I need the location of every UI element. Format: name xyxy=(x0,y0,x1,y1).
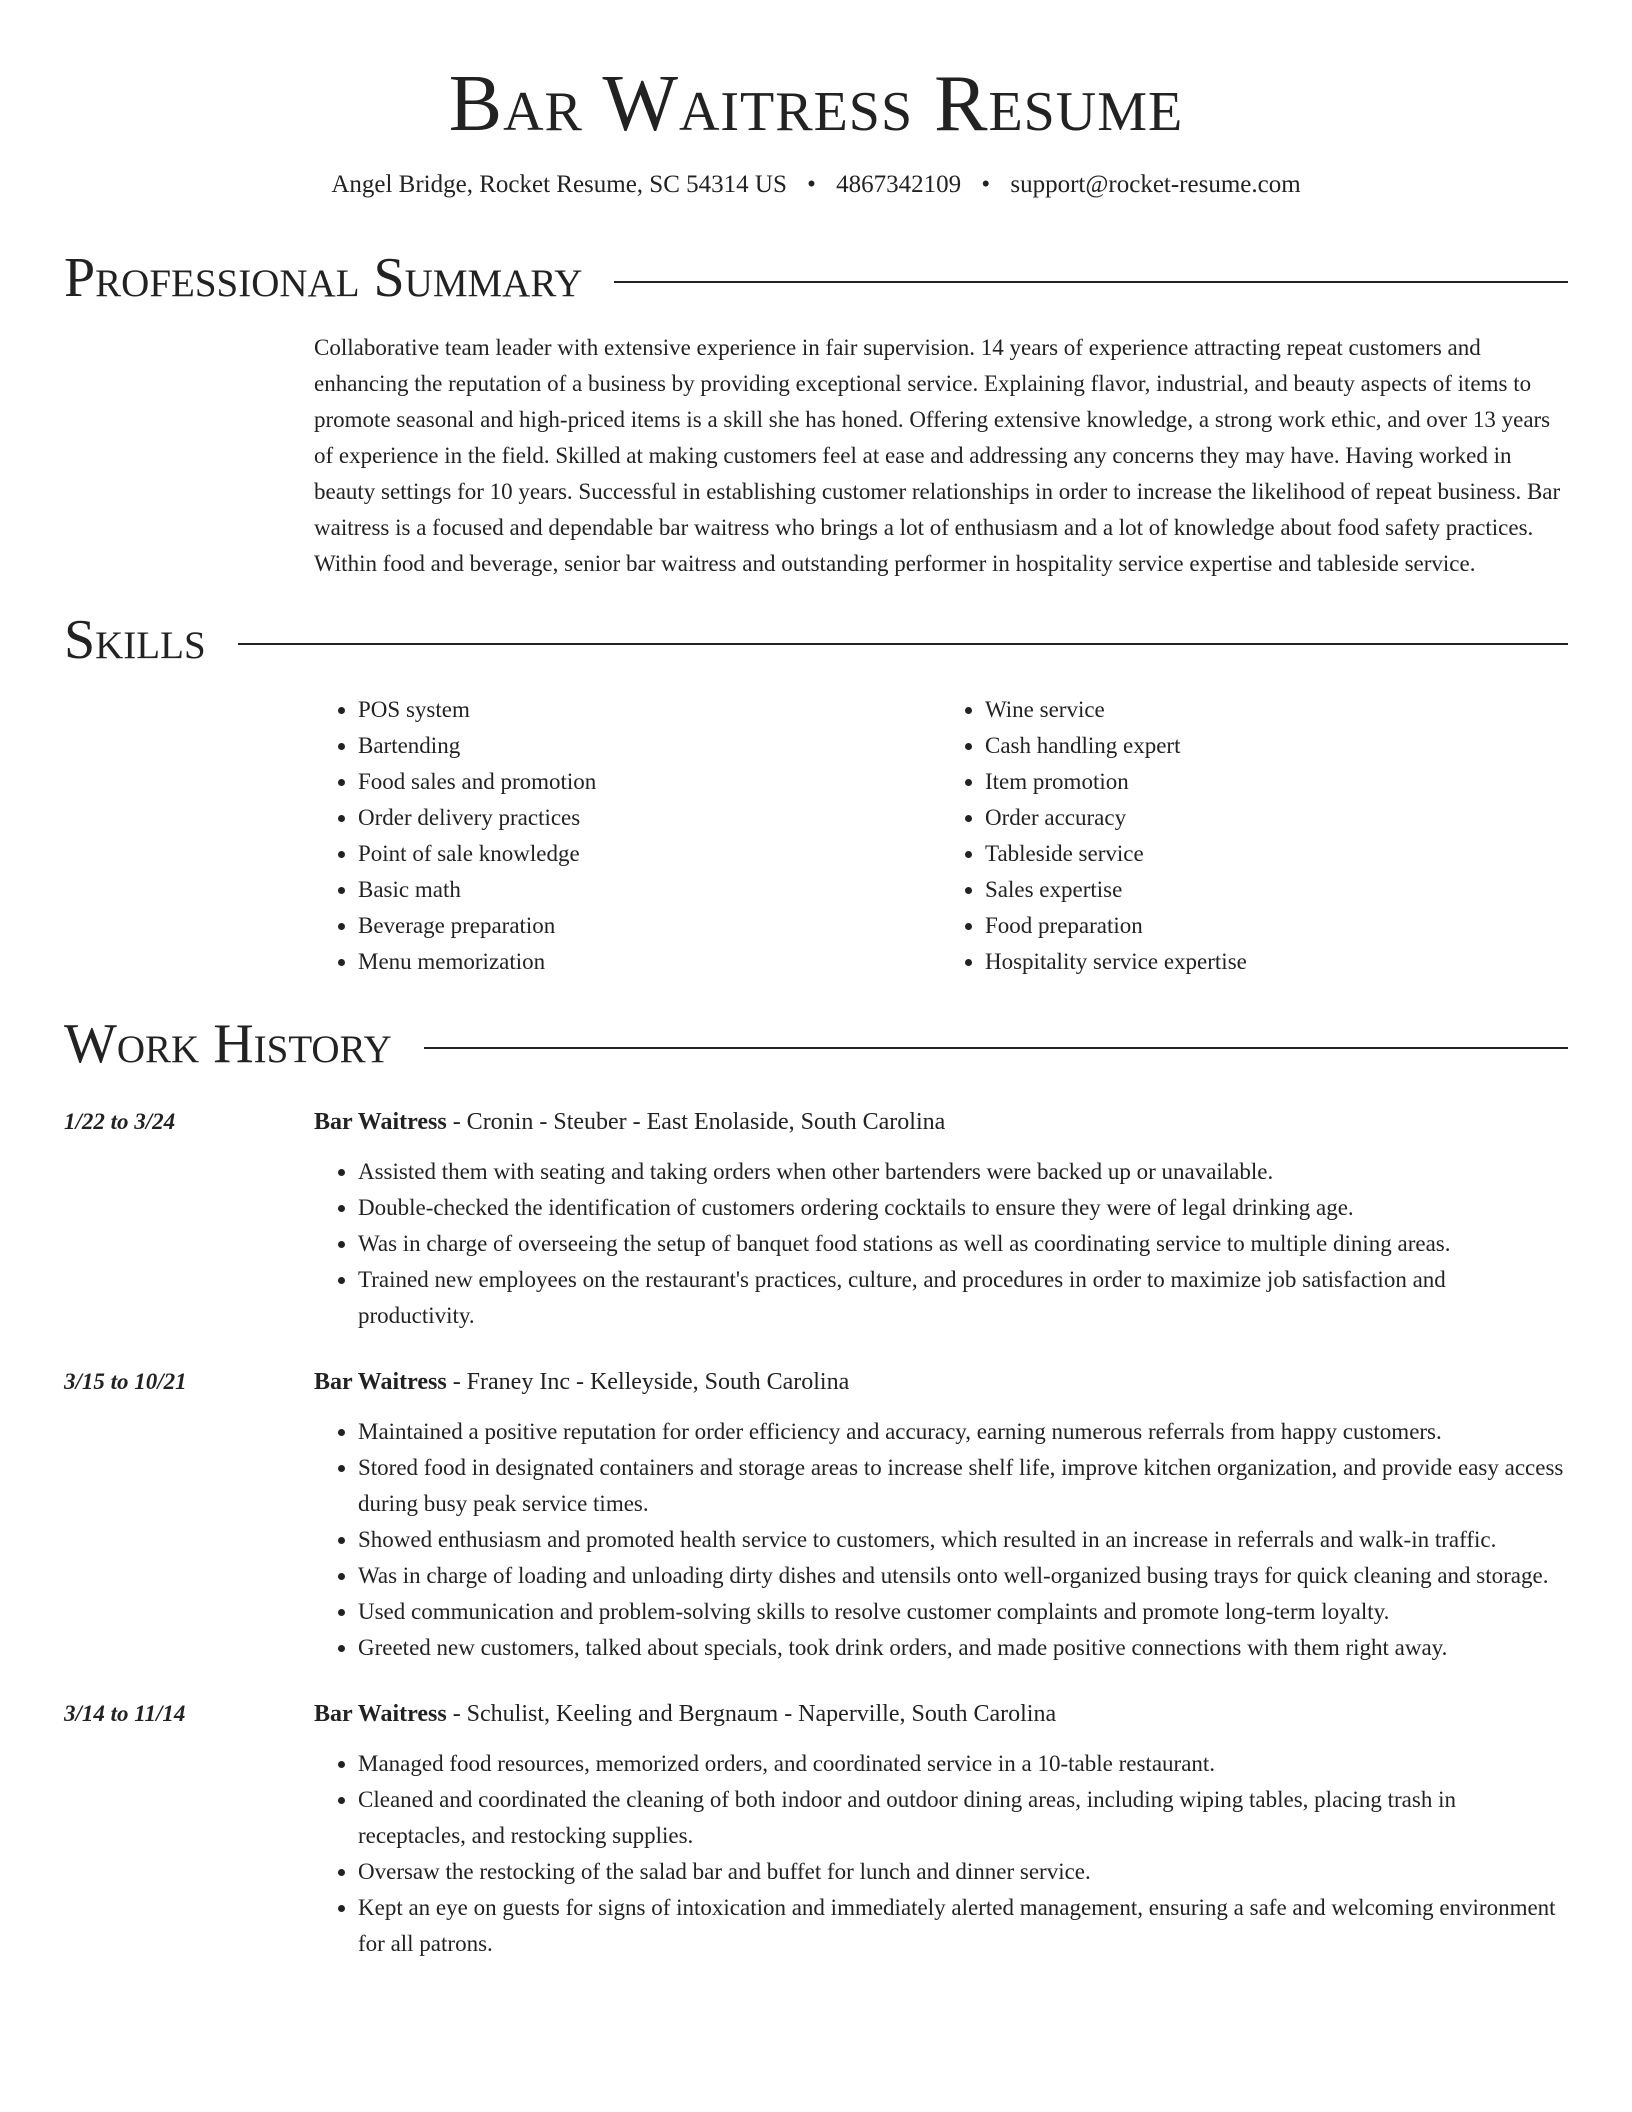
contact-line xyxy=(64,170,1568,200)
skill-item: • Order delivery practices xyxy=(358,800,941,836)
job-bullet: • Greeted new customers, talked about specials, took drink orders, and made positive connections with them right away. xyxy=(358,1630,1568,1666)
job-bullet-list xyxy=(314,1414,1568,1666)
skill-item: • Item promotion xyxy=(985,764,1568,800)
job-bullet: • Cleaned and coordinated the cleaning of both indoor and outdoor dining areas, including wiping tables, placing trash in receptacles, and restocking supplies. xyxy=(358,1782,1568,1854)
job-body xyxy=(314,1696,1568,1962)
job-employer-location: - Schulist, Keeling and Bergnaum - Naperville, South Carolina xyxy=(446,1701,1057,1727)
section-heading-skills: Skills xyxy=(64,609,206,671)
section-rule xyxy=(424,1047,1568,1049)
job-title: Bar Waitress xyxy=(314,1701,447,1727)
skill-item: • Point of sale knowledge xyxy=(358,836,941,872)
contact-separator: • xyxy=(981,171,991,198)
job-body xyxy=(314,1104,1568,1334)
job-bullet: • Assisted them with seating and taking orders when other bartenders were backed up or unavailable. xyxy=(358,1154,1568,1190)
job-bullet: • Double-checked the identification of customers ordering cocktails to ensure they were of legal drinking age. xyxy=(358,1190,1568,1226)
work-history-header xyxy=(64,1014,1568,1074)
skill-item: • Hospitality service expertise xyxy=(985,944,1568,980)
job-heading xyxy=(314,1696,1568,1732)
skills-section xyxy=(64,610,1568,980)
job-entry xyxy=(64,1696,1568,1962)
skills-column-left xyxy=(314,692,941,980)
skill-item: • Tableside service xyxy=(985,836,1568,872)
job-title: Bar Waitress xyxy=(314,1369,447,1395)
summary-header xyxy=(64,248,1568,308)
skill-item: • Wine service xyxy=(985,692,1568,728)
skills-header xyxy=(64,610,1568,670)
skill-item: • Sales expertise xyxy=(985,872,1568,908)
skill-item: • Food preparation xyxy=(985,908,1568,944)
summary-section xyxy=(64,248,1568,582)
contact-address: Angel Bridge, Rocket Resume, SC 54314 US xyxy=(331,171,787,198)
job-dates: 3/14 to 11/14 xyxy=(64,1701,186,1726)
job-entry xyxy=(64,1104,1568,1334)
section-heading-work-history: Work History xyxy=(64,1013,392,1075)
job-bullet-list xyxy=(314,1154,1568,1334)
job-bullet: • Maintained a positive reputation for order efficiency and accuracy, earning numerous referrals from happy customers. xyxy=(358,1414,1568,1450)
contact-email: support@rocket-resume.com xyxy=(1010,171,1301,198)
page-title: Bar Waitress Resume xyxy=(448,60,1184,148)
job-heading xyxy=(314,1104,1568,1140)
contact-separator: • xyxy=(807,171,816,198)
skill-item: • Basic math xyxy=(358,872,941,908)
job-entry xyxy=(64,1364,1568,1666)
skills-grid xyxy=(314,692,1568,980)
job-bullet: • Used communication and problem-solving skills to resolve customer complaints and promote long-term loyalty. xyxy=(358,1594,1568,1630)
job-dates: 3/15 to 10/21 xyxy=(64,1369,187,1394)
job-bullet: • Trained new employees on the restaurant's practices, culture, and procedures in order to maximize job satisfaction and productivity. xyxy=(358,1262,1568,1334)
skill-item: • Food sales and promotion xyxy=(358,764,941,800)
section-rule xyxy=(238,643,1568,645)
skill-item: • Beverage preparation xyxy=(358,908,941,944)
job-bullet: • Was in charge of loading and unloading dirty dishes and utensils onto well-organized busing trays for quick cleaning and storage. xyxy=(358,1558,1568,1594)
job-body xyxy=(314,1364,1568,1666)
job-bullet-list xyxy=(314,1746,1568,1962)
job-bullet: • Showed enthusiasm and promoted health service to customers, which resulted in an increase in referrals and walk-in traffic. xyxy=(358,1522,1568,1558)
skill-item: • POS system xyxy=(358,692,941,728)
job-dates: 1/22 to 3/24 xyxy=(64,1109,176,1134)
job-heading xyxy=(314,1364,1568,1400)
skill-item: • Cash handling expert xyxy=(985,728,1568,764)
section-rule xyxy=(614,281,1568,283)
job-bullet: • Kept an eye on guests for signs of intoxication and immediately alerted management, ensuring a safe and welcoming environment for all patrons. xyxy=(358,1890,1568,1962)
skill-item: • Order accuracy xyxy=(985,800,1568,836)
job-bullet: • Was in charge of overseeing the setup of banquet food stations as well as coordinating service to multiple dining areas. xyxy=(358,1226,1568,1262)
job-bullet: • Oversaw the restocking of the salad bar and buffet for lunch and dinner service. xyxy=(358,1854,1568,1890)
job-employer-location: - Franey Inc - Kelleyside, South Carolina xyxy=(446,1369,850,1395)
job-employer-location: - Cronin - Steuber - East Enolaside, South Carolina xyxy=(446,1109,946,1135)
job-title: Bar Waitress xyxy=(314,1109,447,1135)
section-heading-summary: Professional Summary xyxy=(64,247,583,309)
work-history-section xyxy=(64,1014,1568,1962)
job-bullet: • Managed food resources, memorized orders, and coordinated service in a 10-table restaurant. xyxy=(358,1746,1568,1782)
contact-phone: 4867342109 xyxy=(836,171,962,198)
summary-paragraph: Collaborative team leader with extensive experience in fair supervision. 14 years of experience attracting repeat customers and enhancing the reputation of a business by providing exceptional service. Explaining flavor, industrial, and beauty aspects of items to promote seasonal and high-priced items is a skill she has honed. Offering extensive knowledge, a strong work ethic, and over 13 years of experience in the field. Skilled at making customers feel at ease and addressing any concerns they may have. Having worked in beauty settings for 10 years. Successful in establishing customer relationships in order to increase the likelihood of repeat business. Bar waitress is a focused and dependable bar waitress who brings a lot of enthusiasm and a lot of knowledge about food safety practices. Within food and beverage, senior bar waitress and outstanding performer in hospitality service expertise and tableside service. xyxy=(314,335,1561,576)
skills-column-right xyxy=(941,692,1568,980)
skill-item: • Menu memorization xyxy=(358,944,941,980)
skill-item: • Bartending xyxy=(358,728,941,764)
job-bullet: • Stored food in designated containers and storage areas to increase shelf life, improve kitchen organization, and provide easy access during busy peak service times. xyxy=(358,1450,1568,1522)
